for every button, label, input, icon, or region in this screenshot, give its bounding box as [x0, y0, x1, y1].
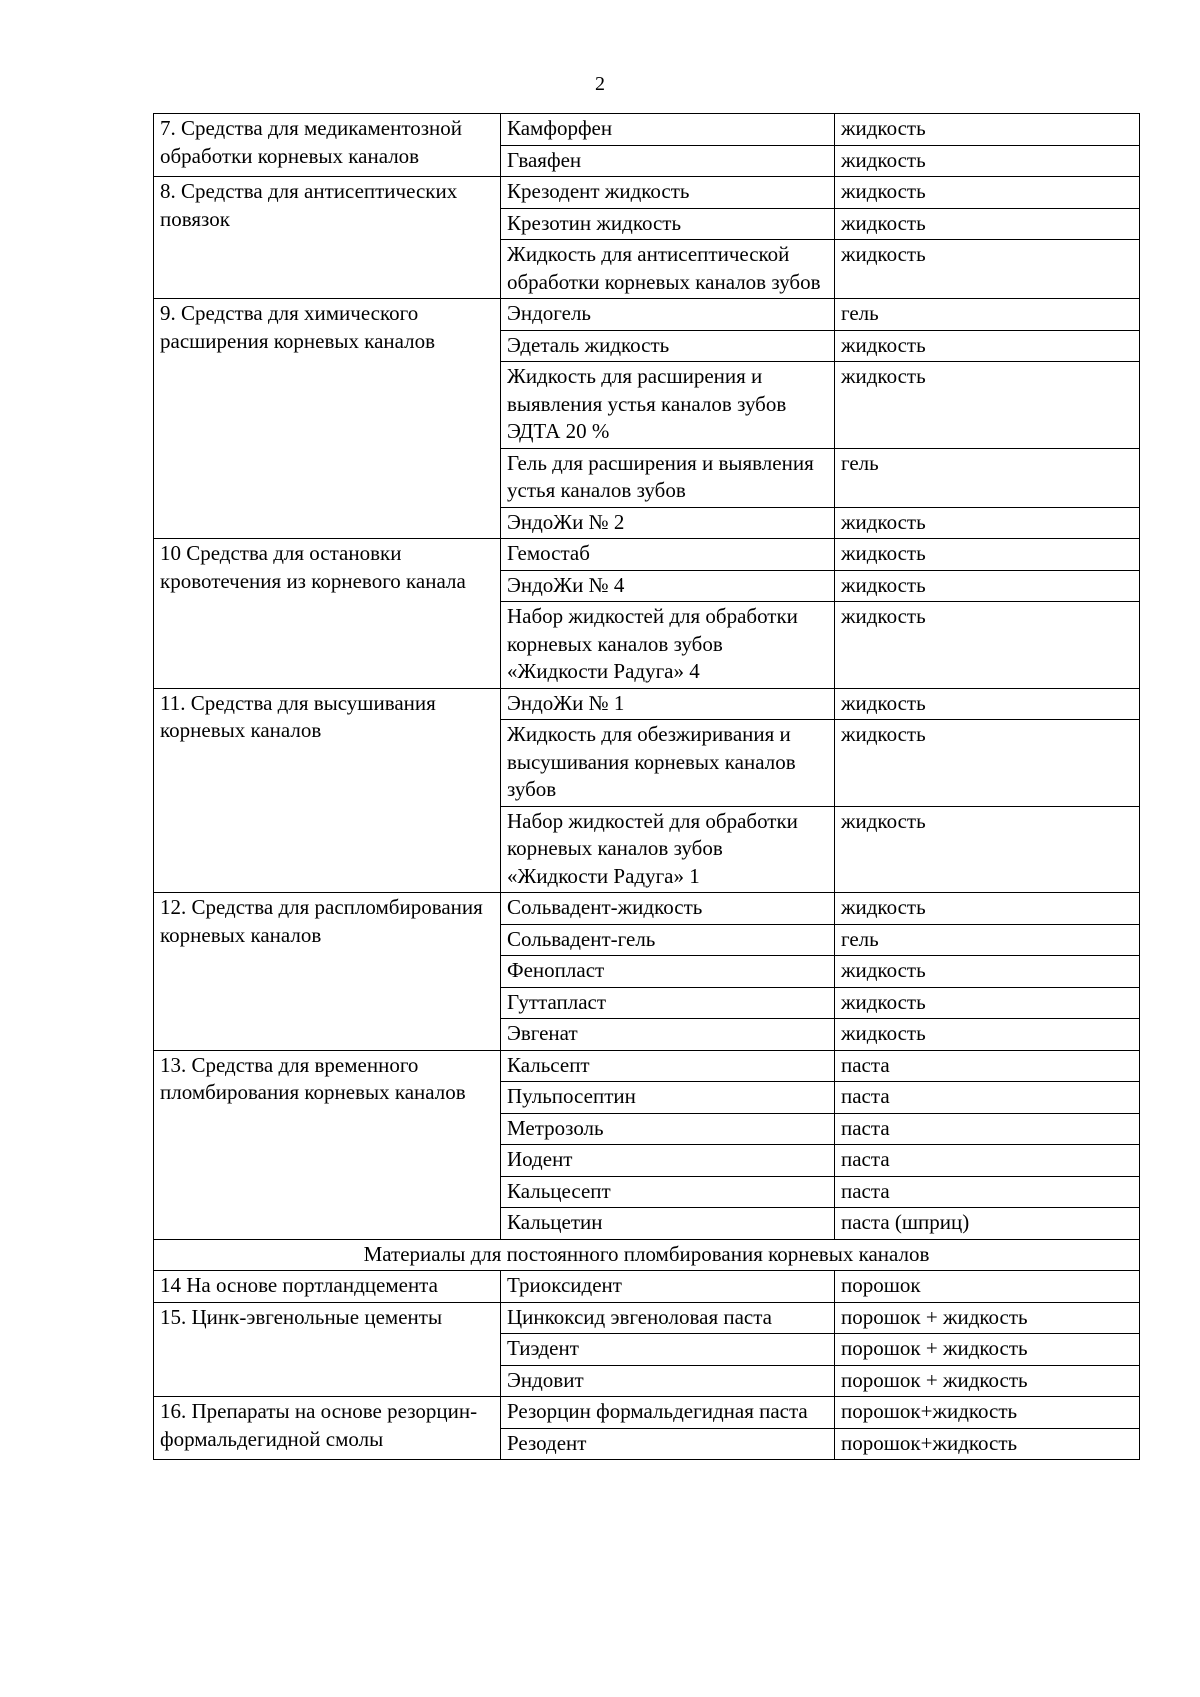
release-form-cell: паста — [835, 1145, 1140, 1177]
category-cell: 13. Средства для временного пломбирования корневых каналов — [154, 1050, 501, 1239]
materials-table — [153, 113, 1140, 1460]
table-row — [154, 893, 1140, 925]
release-form-cell: паста — [835, 1113, 1140, 1145]
release-form-cell: жидкость — [835, 688, 1140, 720]
release-form-cell: паста — [835, 1050, 1140, 1082]
product-name-cell: Гваяфен — [501, 145, 835, 177]
release-form-cell: порошок + жидкость — [835, 1302, 1140, 1334]
product-name-cell: Сольвадент-гель — [501, 924, 835, 956]
release-form-cell: жидкость — [835, 987, 1140, 1019]
product-name-cell: ЭндоЖи № 4 — [501, 570, 835, 602]
product-name-cell: Метрозоль — [501, 1113, 835, 1145]
release-form-cell: порошок+жидкость — [835, 1397, 1140, 1429]
product-name-cell: Пульпосептин — [501, 1082, 835, 1114]
section-row — [154, 1239, 1140, 1271]
product-name-cell: Крезотин жидкость — [501, 208, 835, 240]
product-name-cell: Тиэдент — [501, 1334, 835, 1366]
product-name-cell: Эвгенат — [501, 1019, 835, 1051]
product-name-cell: Резодент — [501, 1428, 835, 1460]
release-form-cell: жидкость — [835, 362, 1140, 449]
release-form-cell: жидкость — [835, 806, 1140, 893]
table-row — [154, 1271, 1140, 1303]
release-form-cell: жидкость — [835, 507, 1140, 539]
product-name-cell: Эндогель — [501, 299, 835, 331]
release-form-cell: жидкость — [835, 539, 1140, 571]
product-name-cell: Набор жидкостей для обработки корневых каналов зубов «Жидкости Радуга» 1 — [501, 806, 835, 893]
release-form-cell: паста — [835, 1176, 1140, 1208]
product-name-cell: Гуттапласт — [501, 987, 835, 1019]
page-number: 2 — [595, 73, 605, 95]
product-name-cell: Эдеталь жидкость — [501, 330, 835, 362]
table-row — [154, 688, 1140, 720]
materials-table-body — [154, 114, 1140, 1460]
category-cell: 12. Средства для распломбирования корневых каналов — [154, 893, 501, 1051]
release-form-cell: гель — [835, 448, 1140, 507]
release-form-cell: порошок + жидкость — [835, 1365, 1140, 1397]
release-form-cell: порошок + жидкость — [835, 1334, 1140, 1366]
release-form-cell: жидкость — [835, 720, 1140, 807]
product-name-cell: Камфорфен — [501, 114, 835, 146]
category-cell: 14 На основе портландцемента — [154, 1271, 501, 1303]
release-form-cell: жидкость — [835, 956, 1140, 988]
release-form-cell: жидкость — [835, 602, 1140, 689]
release-form-cell: жидкость — [835, 145, 1140, 177]
table-row — [154, 1302, 1140, 1334]
release-form-cell: жидкость — [835, 330, 1140, 362]
product-name-cell: Кальсепт — [501, 1050, 835, 1082]
product-name-cell: ЭндоЖи № 2 — [501, 507, 835, 539]
release-form-cell: жидкость — [835, 1019, 1140, 1051]
release-form-cell: жидкость — [835, 208, 1140, 240]
release-form-cell: порошок — [835, 1271, 1140, 1303]
release-form-cell: жидкость — [835, 177, 1140, 209]
product-name-cell: Кальцетин — [501, 1208, 835, 1240]
product-name-cell: ЭндоЖи № 1 — [501, 688, 835, 720]
category-cell: 8. Средства для антисептических повязок — [154, 177, 501, 299]
product-name-cell: Жидкость для антисептической обработки корневых каналов зубов — [501, 240, 835, 299]
product-name-cell: Кальцесепт — [501, 1176, 835, 1208]
product-name-cell: Гемостаб — [501, 539, 835, 571]
section-heading: Материалы для постоянного пломбирования корневых каналов — [154, 1239, 1140, 1271]
product-name-cell: Гель для расширения и выявления устья каналов зубов — [501, 448, 835, 507]
product-name-cell: Цинкоксид эвгеноловая паста — [501, 1302, 835, 1334]
release-form-cell: гель — [835, 299, 1140, 331]
release-form-cell: паста (шприц) — [835, 1208, 1140, 1240]
table-row — [154, 299, 1140, 331]
release-form-cell: жидкость — [835, 114, 1140, 146]
product-name-cell: Жидкость для расширения и выявления устья каналов зубов ЭДТА 20 % — [501, 362, 835, 449]
product-name-cell: Иодент — [501, 1145, 835, 1177]
category-cell: 7. Средства для медикаментозной обработки корневых каналов — [154, 114, 501, 177]
product-name-cell: Сольвадент-жидкость — [501, 893, 835, 925]
table-row — [154, 177, 1140, 209]
product-name-cell: Крезодент жидкость — [501, 177, 835, 209]
category-cell: 15. Цинк-эвгенольные цементы — [154, 1302, 501, 1397]
table-row — [154, 539, 1140, 571]
release-form-cell: паста — [835, 1082, 1140, 1114]
release-form-cell: гель — [835, 924, 1140, 956]
release-form-cell: порошок+жидкость — [835, 1428, 1140, 1460]
category-cell: 9. Средства для химического расширения корневых каналов — [154, 299, 501, 539]
release-form-cell: жидкость — [835, 240, 1140, 299]
release-form-cell: жидкость — [835, 893, 1140, 925]
release-form-cell: жидкость — [835, 570, 1140, 602]
table-row — [154, 1397, 1140, 1429]
product-name-cell: Резорцин формальдегидная паста — [501, 1397, 835, 1429]
product-name-cell: Фенопласт — [501, 956, 835, 988]
category-cell: 11. Средства для высушивания корневых каналов — [154, 688, 501, 893]
category-cell: 10 Средства для остановки кровотечения из корневого канала — [154, 539, 501, 689]
table-row — [154, 1050, 1140, 1082]
table-row — [154, 114, 1140, 146]
product-name-cell: Набор жидкостей для обработки корневых каналов зубов «Жидкости Радуга» 4 — [501, 602, 835, 689]
category-cell: 16. Препараты на основе резорцин-формальдегидной смолы — [154, 1397, 501, 1460]
product-name-cell: Жидкость для обезжиривания и высушивания корневых каналов зубов — [501, 720, 835, 807]
product-name-cell: Эндовит — [501, 1365, 835, 1397]
product-name-cell: Триоксидент — [501, 1271, 835, 1303]
